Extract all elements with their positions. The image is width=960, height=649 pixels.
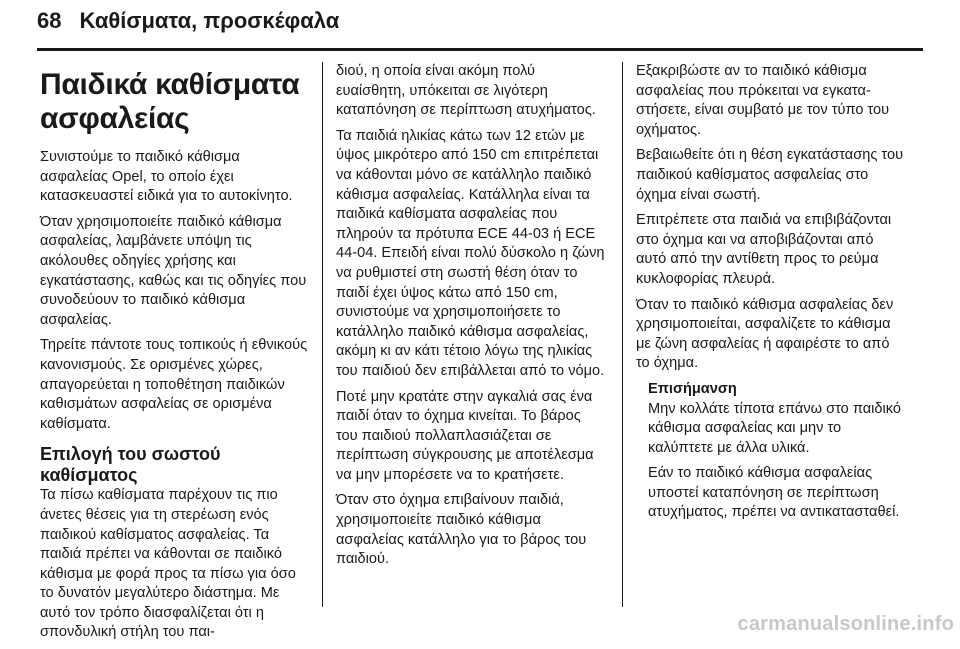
sub-heading-line-1: Επιλογή του σωστού xyxy=(40,444,221,465)
paragraph: Τα πίσω καθίσματα παρέχουν τις πιο άνετες θέσεις για τη στερέωση ενός παιδικού καθίσματος ασφαλείας. Τα παιδιά πρέπει να κάθονται σε παιδικό κάθισμα με φορά προς τα πίσω για όσο το δυνατόν μεγαλύτερο διάστημα. Με αυτό τον τρόπο διασφαλίζεται ότι η σπονδυλική στήλη του παι- xyxy=(40,487,296,641)
paragraph: διού, η οποία είναι ακόμη πολύ ευαίσθητη, υπόκειται σε λιγότερη καταπόνηση σε περίπτωση ατυχήματος. xyxy=(336,63,596,119)
column-divider-1 xyxy=(322,62,323,607)
note-title: Επισήμανση xyxy=(648,380,737,397)
note-box xyxy=(648,380,906,523)
sub-heading-line-2: καθίσματος xyxy=(40,465,138,486)
paragraph: Τηρείτε πάντοτε τους τοπικούς ή εθνικούς κανονισμούς. Σε ορισμένες χώρες, απαγορεύεται η τοποθέτηση παιδικών καθισμάτων ασφαλείας σε ορισμένα καθίσματα. xyxy=(40,337,308,432)
main-heading xyxy=(40,68,308,136)
column-divider-2 xyxy=(622,62,623,607)
paragraph: Ποτέ μην κρατάτε στην αγκαλιά σας ένα παιδί όταν το όχημα κινείται. Το βάρος του παιδιού πολλαπλασιάζεται σε περίπτωση σύγκρουσης με αποτέλεσμα να μην μπορέσετε να το κρατήσετε. xyxy=(336,388,594,483)
paragraph: Τα παιδιά ηλικίας κάτω των 12 ετών με ύψος μικρότερο από 150 cm επιτρέπεται να κάθονται μόνο σε κατάλληλο παιδικό κάθισμα ασφαλείας. Κατάλληλα είναι τα παιδικά καθίσματα ασφαλείας που πληρούν τα πρότυπα ECE 44-03 ή ECE 44-04. Επειδή είναι πολύ δύσκολο η ζώνη να ρυθμιστεί στη σωστή θέση όταν το παιδί έχει ύψος κάτω από 150 cm, συνιστούμε να χρησιμοποιήσετε το κατάλληλο παιδικό κάθισμα ασφαλείας, ακόμη κι αν κάτι τέτοιο λόγω της ηλικίας του παιδιού δεν επιβάλλεται από το νόμο. xyxy=(336,127,605,379)
paragraph: Όταν το παιδικό κάθισμα ασφαλείας δεν χρησιμοποιείται, ασφαλίζετε το κάθισμα με ζώνη ασφαλείας ή αφαιρέστε το από το όχημα. xyxy=(636,296,894,372)
section-title: Καθίσματα, προσκέφαλα xyxy=(79,8,340,33)
paragraph: Όταν χρησιμοποιείτε παιδικό κάθισμα ασφαλείας, λαμβάνετε υπόψη τις ακόλουθες οδηγίες χρήσης και εγκατάστασης, καθώς και τις οδηγίες που συνοδεύουν το παιδικό κάθισμα ασφαλείας. xyxy=(40,213,307,328)
paragraph: Συνιστούμε το παιδικό κάθισμα ασφαλείας Opel, το οποίο έχει κατασκευαστεί ειδικά για το αυτοκίνητο. xyxy=(40,149,293,205)
column-3 xyxy=(636,62,906,529)
column-1 xyxy=(40,62,308,649)
paragraph: Επιτρέπετε στα παιδιά να επιβιβάζονται στο όχημα και να αποβιβάζονται από αυτό από την αντίθετη προς το ρεύμα κυκλοφορίας πλευρά. xyxy=(636,212,892,287)
page-number: 68 xyxy=(37,8,62,33)
column-2 xyxy=(336,62,606,576)
main-heading-line-1: Παιδικά καθίσματα xyxy=(40,68,300,101)
note-paragraph: Εάν το παιδικό κάθισμα ασφαλείας υποστεί καταπόνηση σε περίπτωση ατυχήματος, πρέπει να αντικατασταθεί. xyxy=(648,465,900,521)
watermark-link[interactable]: carmanualsonline.info xyxy=(737,613,954,635)
paragraph: Βεβαιωθείτε ότι η θέση εγκατάστασης του παιδικού καθίσματος ασφαλείας στο όχημα είναι σωστή. xyxy=(636,147,904,203)
main-heading-line-2: ασφαλείας xyxy=(40,102,190,135)
page-header xyxy=(37,8,339,34)
paragraph: Όταν στο όχημα επιβαίνουν παιδιά, χρησιμοποιείτε παιδικό κάθισμα ασφαλείας κατάλληλο για το βάρος του παιδιού. xyxy=(336,492,587,568)
note-paragraph: Μην κολλάτε τίποτα επάνω στο παιδικό κάθισμα ασφαλείας και μην το καλύπτετε με άλλα υλικά. xyxy=(648,400,901,456)
sub-heading xyxy=(40,444,308,486)
paragraph: Εξακριβώστε αν το παιδικό κάθισμα ασφαλείας που πρόκειται να εγκαταστήσετε, είναι συμβατό με τον τύπο του οχήματος. xyxy=(636,63,890,138)
header-rule xyxy=(37,48,923,51)
